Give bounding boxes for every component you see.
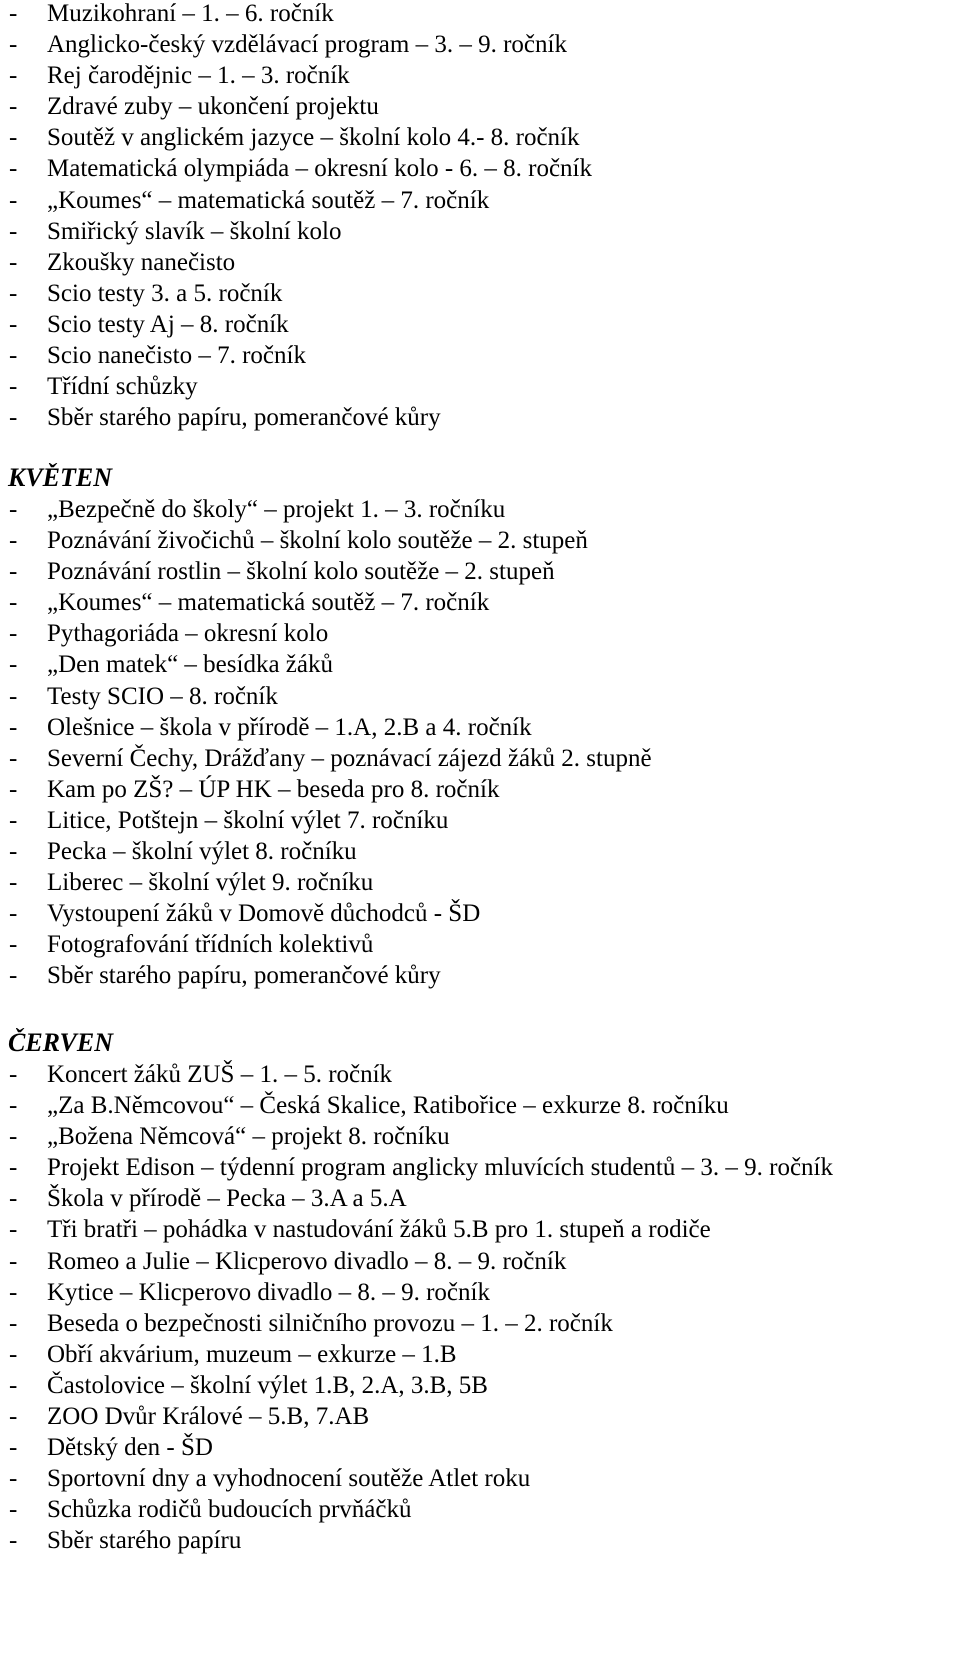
list-bullet: - bbox=[9, 404, 18, 432]
list-item-text: Testy SCIO – 8. ročník bbox=[47, 682, 278, 710]
list-item-text: Obří akvárium, muzeum – exkurze – 1.B bbox=[47, 1340, 457, 1368]
list-item bbox=[0, 278, 960, 309]
list-item-text: Beseda o bezpečnosti silničního provozu – 1. – 2. ročník bbox=[47, 1309, 613, 1337]
list-item-text: Smiřický slavík – školní kolo bbox=[47, 217, 342, 245]
list-item-text: Fotografování třídních kolektivů bbox=[47, 931, 374, 959]
list-bullet: - bbox=[9, 1061, 18, 1088]
list-item bbox=[0, 681, 960, 712]
list-item-text: Anglicko-český vzdělávací program – 3. – 9. ročník bbox=[47, 31, 567, 59]
list-bullet: - bbox=[9, 310, 18, 338]
list-bullet: - bbox=[9, 1278, 18, 1306]
list-item-text: Romeo a Julie – Klicperovo divadlo – 8. – 9. ročník bbox=[47, 1247, 567, 1275]
section-april bbox=[0, 0, 960, 433]
list-item bbox=[0, 1370, 960, 1401]
list-item bbox=[0, 91, 960, 122]
list-item-text: Schůzka rodičů budoucích prvňáčků bbox=[47, 1496, 412, 1524]
list-item-text: Zkoušky nanečisto bbox=[47, 248, 236, 276]
list-bullet: - bbox=[9, 1092, 18, 1120]
list-bullet: - bbox=[9, 931, 18, 959]
list-bullet: - bbox=[9, 775, 18, 803]
list-item bbox=[0, 371, 960, 402]
list-bullet: - bbox=[9, 869, 18, 897]
list-bullet: - bbox=[9, 0, 18, 27]
list-item bbox=[0, 216, 960, 247]
list-bullet: - bbox=[9, 279, 18, 307]
list-bullet: - bbox=[9, 186, 18, 214]
list-item bbox=[0, 1494, 960, 1525]
list-item bbox=[0, 712, 960, 743]
section-heading-kveten: KVĚTEN bbox=[8, 463, 113, 492]
list-bullet: - bbox=[9, 900, 18, 928]
list-item bbox=[0, 1463, 960, 1494]
list-item bbox=[0, 340, 960, 371]
list-item bbox=[0, 525, 960, 556]
list-bullet: - bbox=[9, 838, 18, 866]
list-item-text: Olešnice – škola v přírodě – 1.A, 2.B a 4. ročník bbox=[47, 713, 532, 741]
list-bullet: - bbox=[9, 962, 18, 990]
list-item-text: „Koumes“ – matematická soutěž – 7. ročník bbox=[47, 589, 490, 617]
list-bullet: - bbox=[9, 155, 18, 183]
list-item bbox=[0, 1432, 960, 1463]
list-bullet: - bbox=[9, 1527, 18, 1555]
list-item bbox=[0, 587, 960, 618]
list-item bbox=[0, 929, 960, 960]
list-item bbox=[0, 805, 960, 836]
list-item-text: Liberec – školní výlet 9. ročníku bbox=[47, 869, 374, 897]
list-item bbox=[0, 402, 960, 433]
list-bullet: - bbox=[9, 124, 18, 152]
list-item bbox=[0, 960, 960, 991]
list-item-text: Litice, Potštejn – školní výlet 7. ročníku bbox=[47, 806, 449, 834]
list-bullet: - bbox=[9, 1247, 18, 1275]
list-bullet: - bbox=[9, 1216, 18, 1244]
list-item bbox=[0, 29, 960, 60]
list-bullet: - bbox=[9, 62, 18, 90]
list-item-text: Pecka – školní výlet 8. ročníku bbox=[47, 838, 357, 866]
list-bullet: - bbox=[9, 1403, 18, 1431]
list-bullet: - bbox=[9, 713, 18, 741]
list-item-text: Matematická olympiáda – okresní kolo - 6. – 8. ročník bbox=[47, 155, 593, 183]
list-item-text: „Božena Němcová“ – projekt 8. ročníku bbox=[47, 1123, 450, 1151]
list-bullet: - bbox=[9, 1434, 18, 1462]
list-item bbox=[0, 836, 960, 867]
list-item-text: Muzikohraní – 1. – 6. ročník bbox=[47, 0, 334, 27]
list-bullet: - bbox=[9, 558, 18, 586]
list-item bbox=[0, 1152, 960, 1183]
list-item bbox=[0, 1214, 960, 1245]
list-item-text: Častolovice – školní výlet 1.B, 2.A, 3.B, 5B bbox=[47, 1371, 488, 1399]
list-item bbox=[0, 649, 960, 680]
list-item bbox=[0, 1339, 960, 1370]
list-item bbox=[0, 1525, 960, 1556]
list-item-text: Sběr starého papíru, pomerančové kůry bbox=[47, 404, 441, 432]
list-bullet: - bbox=[9, 1371, 18, 1399]
list-bullet: - bbox=[9, 93, 18, 121]
list-bullet: - bbox=[9, 527, 18, 555]
list-item bbox=[0, 898, 960, 929]
list-bullet: - bbox=[9, 1465, 18, 1493]
list-item-text: Vystoupení žáků v Domově důchodců - ŠD bbox=[47, 900, 481, 928]
list-item bbox=[0, 774, 960, 805]
list-item-text: Scio testy Aj – 8. ročník bbox=[47, 310, 289, 338]
list-bullet: - bbox=[9, 589, 18, 617]
list-item-text: Kam po ZŠ? – ÚP HK – beseda pro 8. ročník bbox=[47, 775, 500, 803]
list-item bbox=[0, 494, 960, 525]
list-bullet: - bbox=[9, 496, 18, 523]
list-bullet: - bbox=[9, 1123, 18, 1151]
list-item-text: Poznávání živočichů – školní kolo soutěže – 2. stupeň bbox=[47, 527, 588, 555]
list-item-text: Sportovní dny a vyhodnocení soutěže Atlet roku bbox=[47, 1465, 531, 1493]
list-item bbox=[0, 1183, 960, 1214]
list-bullet: - bbox=[9, 217, 18, 245]
list-item bbox=[0, 1059, 960, 1090]
list-item bbox=[0, 185, 960, 216]
list-item bbox=[0, 247, 960, 278]
list-bullet: - bbox=[9, 248, 18, 276]
list-item bbox=[0, 1401, 960, 1432]
list-bullet: - bbox=[9, 806, 18, 834]
list-bullet: - bbox=[9, 620, 18, 648]
list-item bbox=[0, 153, 960, 184]
list-item-text: Soutěž v anglickém jazyce – školní kolo 4.- 8. ročník bbox=[47, 124, 580, 152]
list-bullet: - bbox=[9, 1496, 18, 1524]
list-item bbox=[0, 1277, 960, 1308]
list-bullet: - bbox=[9, 1309, 18, 1337]
list-item-text: Tři bratři – pohádka v nastudování žáků 5.B pro 1. stupeň a rodiče bbox=[47, 1216, 711, 1244]
list-item-text: Projekt Edison – týdenní program anglicky mluvících studentů – 3. – 9. ročník bbox=[47, 1154, 833, 1182]
list-item bbox=[0, 1246, 960, 1277]
list-item-text: Sběr starého papíru bbox=[47, 1527, 242, 1555]
list-bullet: - bbox=[9, 651, 18, 679]
list-item bbox=[0, 0, 960, 29]
list-bullet: - bbox=[9, 1154, 18, 1182]
list-item-text: „Za B.Němcovou“ – Česká Skalice, Ratibořice – exkurze 8. ročníku bbox=[47, 1092, 729, 1120]
list-item bbox=[0, 1308, 960, 1339]
list-item bbox=[0, 122, 960, 153]
list-bullet: - bbox=[9, 1185, 18, 1213]
list-item-text: Třídní schůzky bbox=[47, 373, 198, 401]
list-item-text: Pythagoriáda – okresní kolo bbox=[47, 620, 329, 648]
list-bullet: - bbox=[9, 1340, 18, 1368]
list-item bbox=[0, 618, 960, 649]
list-item-text: Dětský den - ŠD bbox=[47, 1434, 213, 1462]
section-heading-cerven: ČERVEN bbox=[8, 1028, 114, 1057]
list-item bbox=[0, 556, 960, 587]
list-item-text: „Koumes“ – matematická soutěž – 7. ročník bbox=[47, 186, 490, 214]
list-bullet: - bbox=[9, 744, 18, 772]
list-item-text: „Bezpečně do školy“ – projekt 1. – 3. ročníku bbox=[47, 496, 506, 523]
list-bullet: - bbox=[9, 373, 18, 401]
list-item-text: Zdravé zuby – ukončení projektu bbox=[47, 93, 379, 121]
list-item-text: Poznávání rostlin – školní kolo soutěže – 2. stupeň bbox=[47, 558, 555, 586]
list-bullet: - bbox=[9, 31, 18, 59]
list-item bbox=[0, 743, 960, 774]
list-item-text: Scio testy 3. a 5. ročník bbox=[47, 279, 283, 307]
list-item-text: Rej čarodějnic – 1. – 3. ročník bbox=[47, 62, 350, 90]
list-item-text: Sběr starého papíru, pomerančové kůry bbox=[47, 962, 441, 990]
list-item-text: „Den matek“ – besídka žáků bbox=[47, 651, 333, 679]
list-item-text: Koncert žáků ZUŠ – 1. – 5. ročník bbox=[47, 1061, 393, 1088]
list-item-text: Škola v přírodě – Pecka – 3.A a 5.A bbox=[47, 1185, 407, 1213]
list-item bbox=[0, 1121, 960, 1152]
list-bullet: - bbox=[9, 682, 18, 710]
list-item bbox=[0, 309, 960, 340]
list-item bbox=[0, 60, 960, 91]
list-bullet: - bbox=[9, 342, 18, 370]
section-kveten bbox=[0, 461, 960, 992]
section-cerven bbox=[0, 1026, 960, 1557]
list-item bbox=[0, 1090, 960, 1121]
list-item-text: Scio nanečisto – 7. ročník bbox=[47, 342, 306, 370]
list-item-text: Kytice – Klicperovo divadlo – 8. – 9. ročník bbox=[47, 1278, 490, 1306]
list-item bbox=[0, 867, 960, 898]
list-item-text: ZOO Dvůr Králové – 5.B, 7.AB bbox=[47, 1403, 370, 1431]
list-item-text: Severní Čechy, Drážďany – poznávací zájezd žáků 2. stupně bbox=[47, 744, 652, 772]
